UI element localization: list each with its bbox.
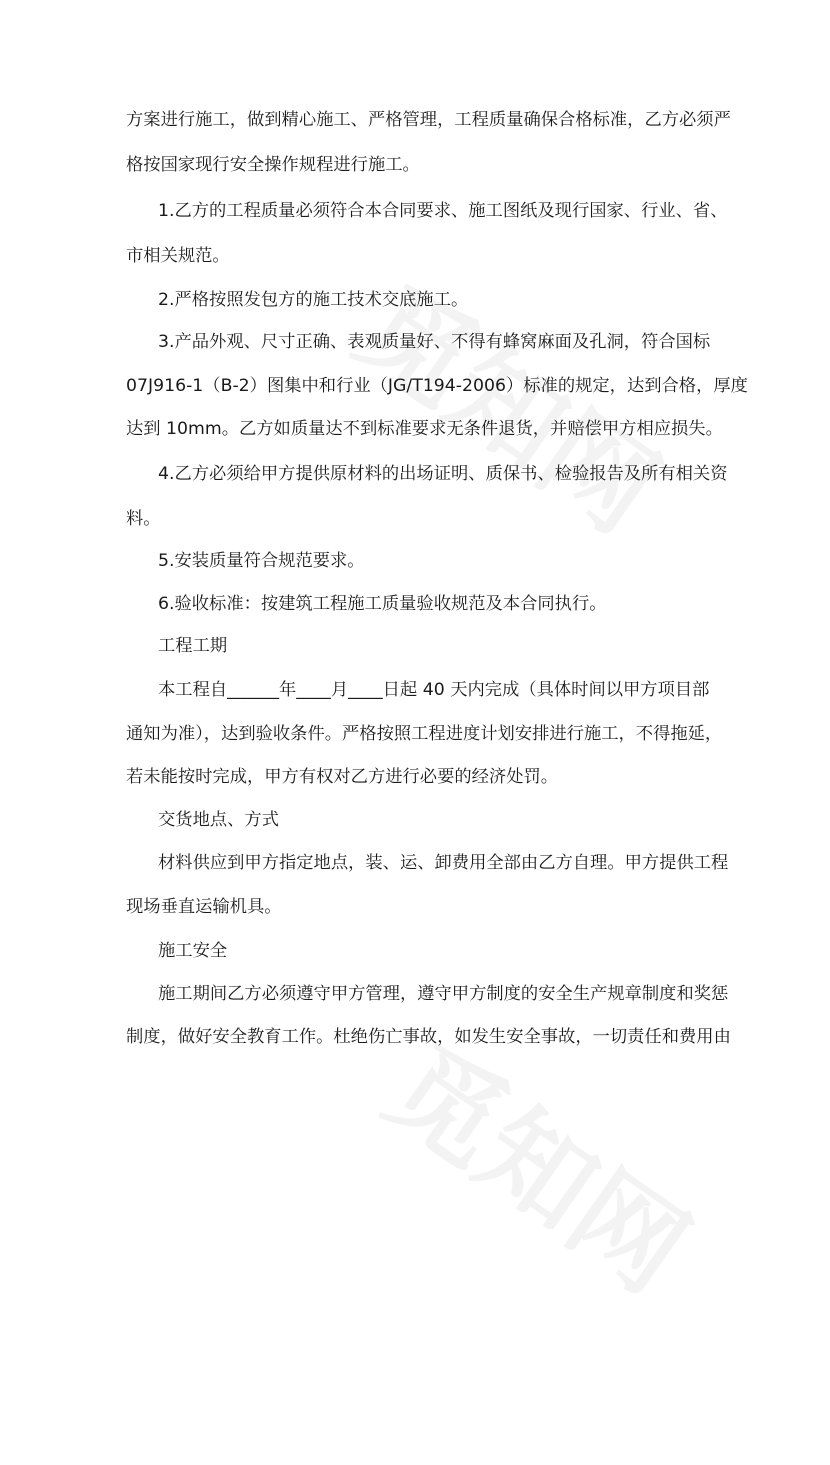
- text-line-content: 市相关规范。: [126, 246, 230, 266]
- text-line: [0, 765, 830, 789]
- watermark: [232, 270, 568, 630]
- text-line: [0, 244, 830, 268]
- text-line-content: 交货地点、方式: [158, 810, 279, 830]
- text-line-content: 2.严格按照发包方的施工技术交底施工。: [158, 290, 469, 310]
- text-line-content: 若未能按时完成，甲方有权对乙方进行必要的经济处罚。: [126, 767, 559, 787]
- text-line: [0, 1025, 830, 1049]
- text-line: [0, 722, 830, 746]
- text-line-content: 材料供应到甲方指定地点，装、运、卸费用全部由乙方自理。甲方提供工程: [158, 853, 729, 873]
- text-line-content: 6.验收标准：按建筑工程施工质量验收规范及本合同执行。: [158, 594, 607, 614]
- text-line: [0, 199, 830, 223]
- text-line: [0, 939, 830, 963]
- watermark: [262, 1030, 598, 1390]
- text-line: [0, 374, 830, 398]
- text-line-content: 格按国家现行安全操作规程进行施工。: [126, 155, 420, 175]
- text-line: [0, 895, 830, 919]
- text-line: [0, 108, 830, 132]
- text-line: [0, 288, 830, 312]
- text-line-content: 制度，做好安全教育工作。杜绝伤亡事故，如发生安全事故，一切责任和费用由: [126, 1027, 731, 1047]
- text-line: [0, 417, 830, 441]
- text-line: [0, 982, 830, 1006]
- text-line-content: 料。: [126, 509, 161, 529]
- text-line: [0, 462, 830, 486]
- text-line-content: 工程工期: [158, 636, 228, 656]
- text-line: [0, 678, 830, 702]
- text-line-content: 现场垂直运输机具。: [126, 897, 282, 917]
- text-line-content: 5.安装质量符合规范要求。: [158, 551, 365, 571]
- text-line-content: 1.乙方的工程质量必须符合本合同要求、施工图纸及现行国家、行业、省、: [158, 201, 728, 221]
- text-line: [0, 507, 830, 531]
- text-line-content: 通知为准），达到验收条件。严格按照工程进度计划安排进行施工，不得拖延，: [126, 724, 723, 744]
- text-line: [0, 330, 830, 354]
- text-line-content: 4.乙方必须给甲方提供原材料的出场证明、质保书、检验报告及所有相关资: [158, 464, 728, 484]
- text-line: [0, 592, 830, 616]
- text-line: [0, 153, 830, 177]
- text-line-content: 3.产品外观、尺寸正确、表观质量好、不得有蜂窝麻面及孔洞，符合国标: [158, 332, 711, 352]
- text-line-content: 本工程自______年____月____日起 40 天内完成（具体时间以甲方项目部: [158, 680, 710, 700]
- text-line-content: 达到 10mm。乙方如质量达不到标准要求无条件退货，并赔偿甲方相应损失。: [126, 419, 723, 439]
- text-line: [0, 549, 830, 573]
- text-line-content: 施工安全: [158, 941, 228, 961]
- text-line: [0, 808, 830, 832]
- text-line-content: 施工期间乙方必须遵守甲方管理，遵守甲方制度的安全生产规章制度和奖惩: [158, 984, 729, 1004]
- text-line-content: 方案进行施工，做到精心施工、严格管理，工程质量确保合格标准，乙方必须严: [126, 110, 731, 130]
- text-line-content: 07J916-1（B-2）图集中和行业（JG/T194-2006）标准的规定，达到合格，厚度: [126, 376, 748, 396]
- text-line: [0, 851, 830, 875]
- text-line: [0, 634, 830, 658]
